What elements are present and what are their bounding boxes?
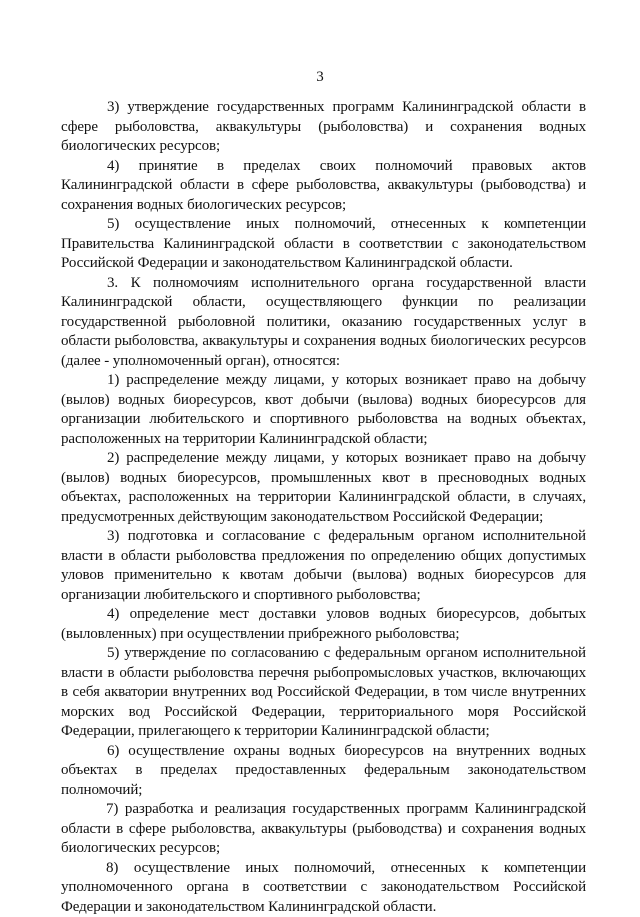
paragraph-item-3-approve-programs: 3) утверждение государственных программ Калининградской области в сфере рыболовства, аквакультуры (рыболовства) и сохранения водных биологических ресурсов;: [61, 98, 586, 157]
paragraph-item-4-legal-acts: 4) принятие в пределах своих полномочий правовых актов Калининградской области в сфере рыболовства, аквакультуры (рыбоводства) и сохранения водных биологических ресурсов;: [61, 157, 586, 216]
page-number: 3: [0, 68, 640, 86]
paragraph-item-8-other-powers: 8) осуществление иных полномочий, отнесенных к компетенции уполномоченного органа в соответствии с законодательством Российской Федерации и законодательством Калининградской области.: [61, 859, 586, 917]
paragraph-item-6-protection: 6) осуществление охраны водных биоресурсов на внутренних водных объектах в пределах предоставленных федеральным законодательством полномочий;: [61, 742, 586, 801]
document-body: [61, 98, 586, 917]
paragraph-item-5-fishing-areas: 5) утверждение по согласованию с федеральным органом исполнительной власти в области рыболовства перечня рыбопромысловых участков, включающих в себя акватории внутренних вод Российской Федерации, в том числе внутренних морских вод Российской Федерации, территориального моря Российской Федерации, прилегающего к территории Калининградской области;: [61, 644, 586, 742]
paragraph-item-4-delivery-places: 4) определение мест доставки уловов водных биоресурсов, добытых (выловленных) при осуществлении прибрежного рыболовства;: [61, 605, 586, 644]
paragraph-item-2-industrial-quotas: 2) распределение между лицами, у которых возникает право на добычу (вылов) водных биоресурсов, промышленных квот в пресноводных водных объектах, расположенных на территории Калининградской области, в случаях, предусмотренных действующим законодательством Российской Федерации;: [61, 449, 586, 527]
paragraph-item-5-other-powers-government: 5) осуществление иных полномочий, отнесенных к компетенции Правительства Калининградской области в соответствии с законодательством Российской Федерации и законодательством Калининградской области.: [61, 215, 586, 274]
paragraph-item-3-total-allowable-catch: 3) подготовка и согласование с федеральным органом исполнительной власти в области рыболовства предложения по определению общих допустимых уловов применительно к квотам добычи (вылова) водных биоресурсов для организации любительского и спортивного рыболовства;: [61, 527, 586, 605]
paragraph-section-3-authorized-body: 3. К полномочиям исполнительного органа государственной власти Калининградской области, осуществляющего функции по реализации государственной рыболовной политики, оказанию государственных услуг в области рыболовства, аквакультуры и сохранения водных биологических ресурсов (далее - уполномоченный орган), относятся:: [61, 274, 586, 372]
paragraph-item-7-programs: 7) разработка и реализация государственных программ Калининградской области в сфере рыболовства, аквакультуры (рыбоводства) и сохранения водных биологических ресурсов;: [61, 800, 586, 859]
paragraph-item-1-amateur-quotas: 1) распределение между лицами, у которых возникает право на добычу (вылов) водных биоресурсов, квот добычи (вылова) водных биоресурсов для организации любительского и спортивного рыболовства на водных объектах, расположенных на территории Калининградской области;: [61, 371, 586, 449]
